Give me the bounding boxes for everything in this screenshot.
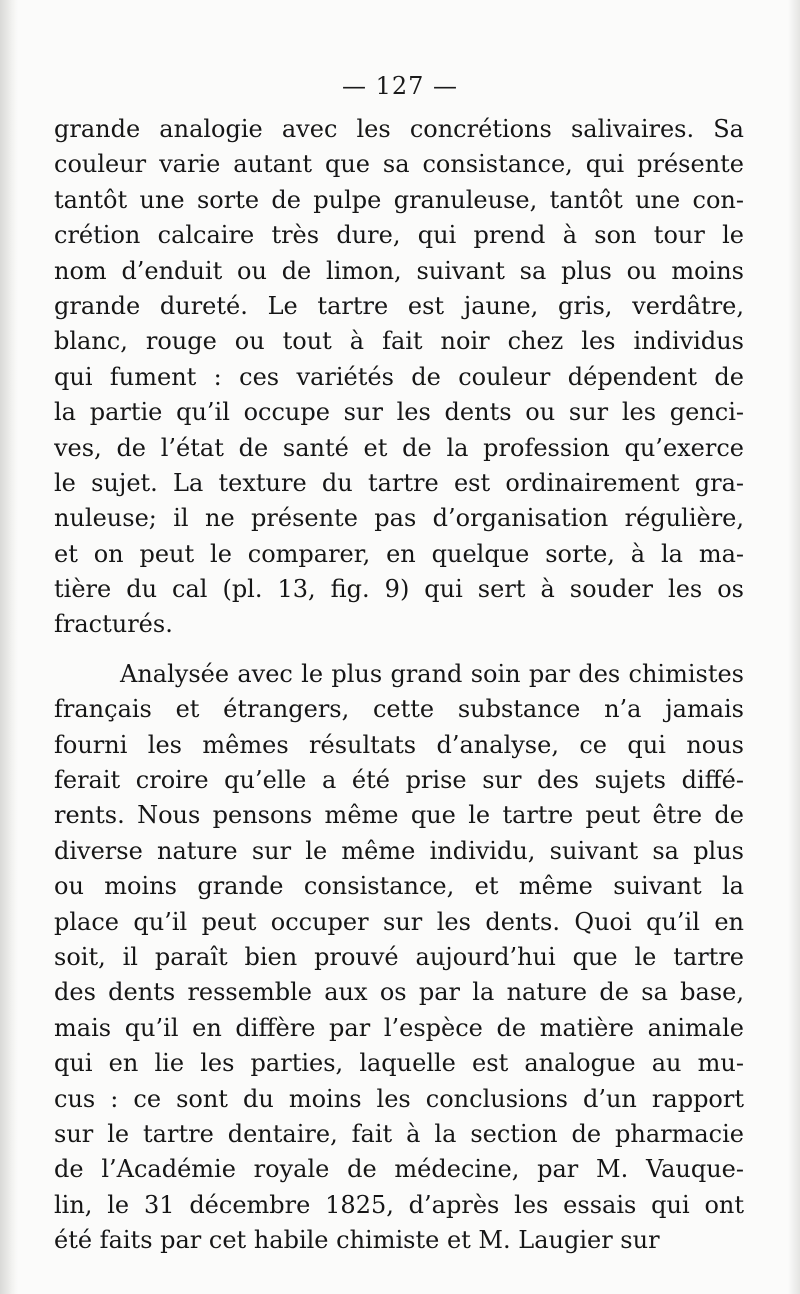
text-line: fourni les mêmes résultats d’analyse, ce qui nous (54, 730, 744, 759)
text-line: Analysée avec le plus grand soin par des chimistes (120, 659, 744, 688)
text-line: le sujet. La texture du tartre est ordinairement gra- (54, 468, 744, 497)
text-line: cus : ce sont du moins les conclusions d’un rapport (54, 1084, 744, 1113)
text-line: crétion calcaire très dure, qui prend à son tour le (54, 221, 744, 250)
text-line: mais qu’il en diffère par l’espèce de matière animale (54, 1013, 744, 1042)
text-line: fracturés. (54, 610, 173, 639)
text-line: couleur varie autant que sa consistance, qui présente (54, 150, 744, 179)
text-line: de l’Académie royale de médecine, par M. Vauque- (54, 1155, 744, 1184)
text-line: ves, de l’état de santé et de la profession qu’exerce (54, 433, 744, 462)
paragraph (54, 112, 744, 643)
text-line: blanc, rouge ou tout à fait noir chez les individus (54, 327, 744, 356)
text-line: sur le tartre dentaire, fait à la section de pharmacie (54, 1119, 744, 1148)
page-gutter-shadow (0, 0, 18, 1294)
page-edge-shadow (788, 0, 800, 1294)
body-text (54, 112, 744, 1259)
text-line: et on peut le comparer, en quelque sorte, à la ma- (54, 539, 744, 568)
text-line: été faits par cet habile chimiste et M. Laugier sur (54, 1226, 660, 1255)
text-line: nuleuse; il ne présente pas d’organisation régulière, (54, 504, 744, 533)
text-line: qui en lie les parties, laquelle est analogue au mu- (54, 1049, 744, 1078)
text-line: grande dureté. Le tartre est jaune, gris, verdâtre, (54, 291, 744, 320)
text-line: diverse nature sur le même individu, suivant sa plus (54, 836, 744, 865)
text-line: grande analogie avec les concrétions salivaires. Sa (54, 115, 744, 143)
text-line: rents. Nous pensons même que le tartre peut être de (54, 801, 744, 830)
text-line: lin, le 31 décembre 1825, d’après les essais qui ont (54, 1190, 744, 1219)
text-line: tière du cal (pl. 13, fig. 9) qui sert à souder les os (54, 575, 744, 604)
text-line: français et étrangers, cette substance n’a jamais (54, 695, 744, 724)
text-line: ferait croire qu’elle a été prise sur des sujets diffé- (54, 766, 744, 795)
page-number: — 127 — (341, 72, 459, 100)
text-line: tantôt une sorte de pulpe granuleuse, tantôt une con- (54, 185, 744, 214)
text-line: des dents ressemble aux os par la nature de sa base, (54, 978, 744, 1007)
paragraph-gap (54, 643, 744, 657)
text-line: place qu’il peut occuper sur les dents. Quoi qu’il en (54, 907, 744, 936)
paragraph (54, 657, 744, 1259)
text-line: qui fument : ces variétés de couleur dépendent de (54, 362, 744, 391)
text-line: soit, il paraît bien prouvé aujourd’hui que le tartre (54, 942, 744, 971)
text-line: la partie qu’il occupe sur les dents ou sur les genci- (54, 398, 744, 427)
text-line: nom d’enduit ou de limon, suivant sa plus ou moins (54, 256, 744, 285)
text-line: ou moins grande consistance, et même suivant la (54, 872, 744, 901)
